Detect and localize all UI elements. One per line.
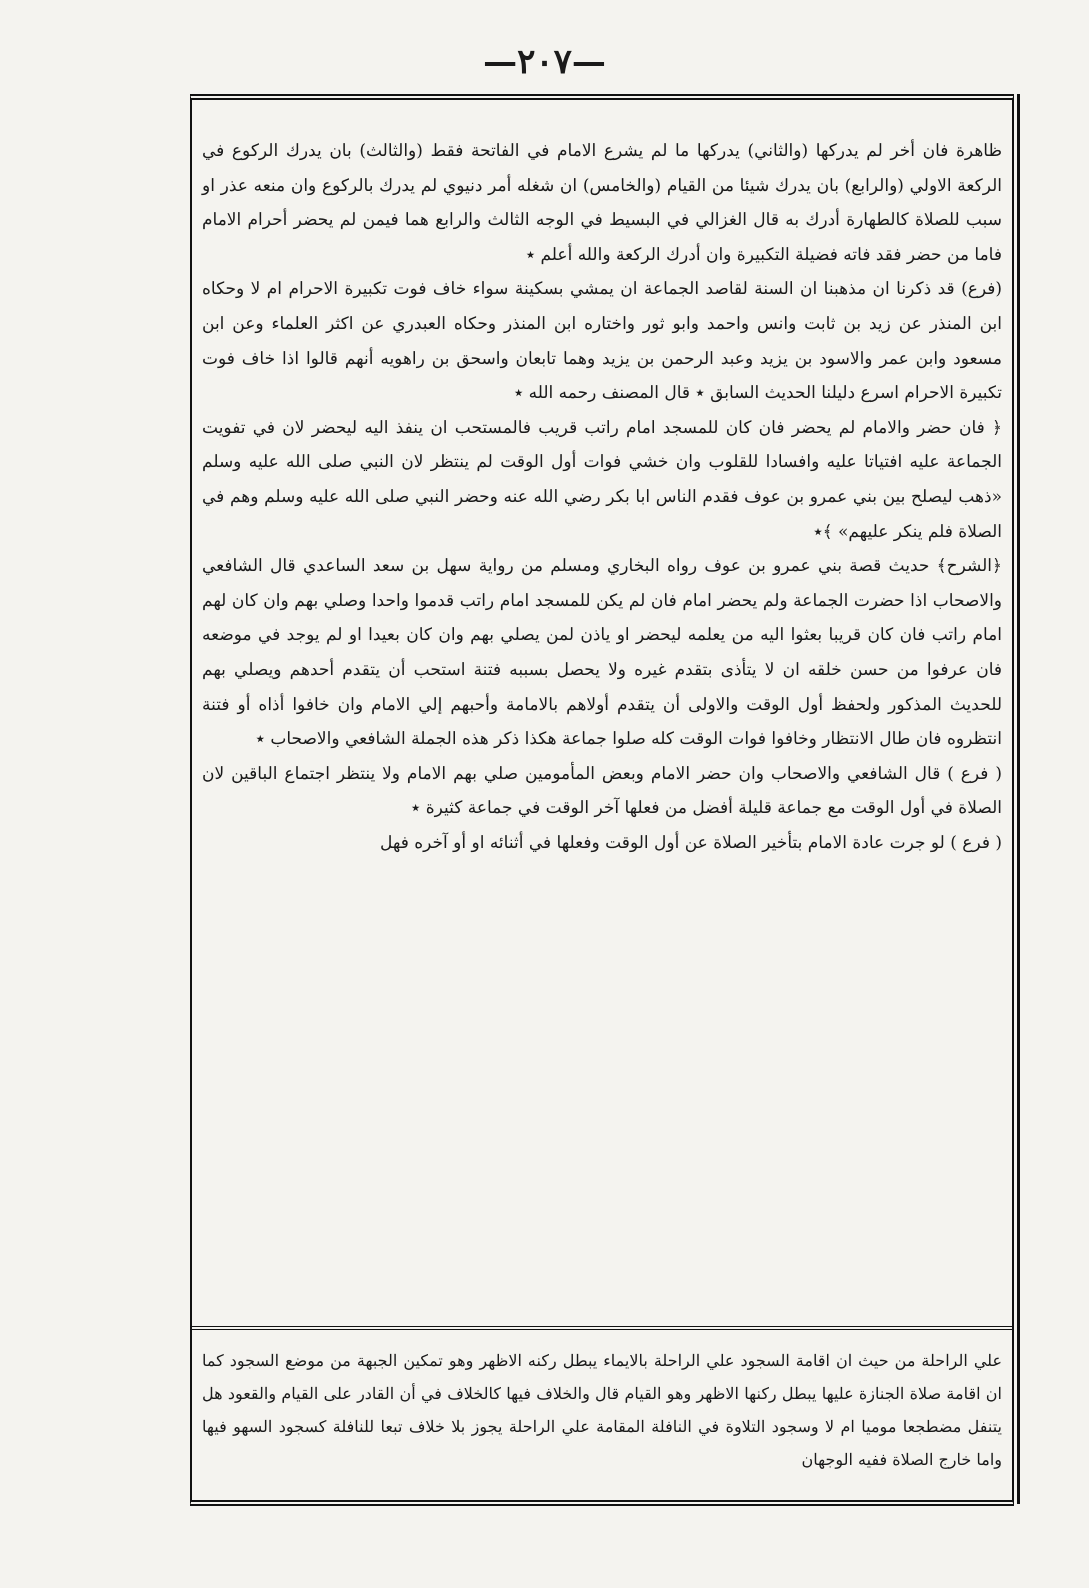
page-number: —٢٠٧— (483, 42, 606, 82)
paragraph: ( فرع ) لو جرت عادة الامام بتأخير الصلاة عن أول الوقت وفعلها في أثنائه او أو آخره فهل (379, 832, 1002, 853)
footnote-paragraph: علي الراحلة من حيث ان اقامة السجود علي الراحلة بالايماء يبطل ركنه الاظهر وهو تمكين الجبهة من موضع السجود كما ان اقامة صلاة الجنازة عليها يبطل ركنها الاظهر وهو القيام قال والخلاف فيها كالخلاف في أن القادر على القيام والقعود هل يتنفل مضطجعا موميا ام لا وسجود التلاوة في النافلة المقامة علي الراحلة يجوز بلا خلاف تبعا للنافلة كسجود السهو فيها واما خارج الصلاة ففيه الوجهان (202, 1351, 1003, 1469)
paragraph: ظاهرة فان أخر لم يدركها (والثاني) يدركها ما لم يشرع الامام في الفاتحة فقط (والثالث) بان يدرك الركوع في الركعة الاولي (والرابع) بان يدرك شيئا من القيام (والخامس) ان شغله أمر دنيوي لم يدرك بالركوع وان منعه عذر او سبب للصلاة كالطهارة أدرك به قال الغزالي في البسيط في الوجه الثالث والرابع هما فيمن لم يحضر أحرام الامام فاما من حضر فقد فاته فضيلة التكبيرة وان أدرك الركعة والله أعلم ٭ (202, 141, 1002, 265)
main-text (202, 134, 1002, 1314)
frame-border-right (1017, 94, 1024, 1504)
paragraph: ( فرع ) قال الشافعي والاصحاب وان حضر الامام وبعض المأمومين صلي بهم الامام ولا ينتظر اجتماع الباقين لان الصلاة في أول الوقت مع جماعة قليلة أفضل من فعلها آخر الوقت في جماعة كثيرة ٭ (202, 763, 1002, 819)
paragraph: ﴿ فان حضر والامام لم يحضر فان كان للمسجد امام راتب قريب فالمستحب ان ينفذ اليه ليحضر لان في تفويت الجماعة عليه افتياتا عليه وافسادا للقلوب وان خشي فوات أول الوقت لم ينتظر لان النبي صلى الله عليه وسلم «ذهب ليصلح بين بني عمرو بن عوف فقدم الناس ابا بكر رضي الله عنه وحضر النبي صلى الله عليه وسلم وهم في الصلاة فلم ينكر عليهم» ﴾٭ (202, 417, 1002, 542)
footnote-text (202, 1344, 1002, 1494)
text-frame (190, 94, 1014, 1506)
paragraph: ﴿الشرح﴾ حديث قصة بني عمرو بن عوف رواه البخاري ومسلم من رواية سهل بن سعد الساعدي قال الشافعي والاصحاب اذا حضرت الجماعة ولم يحضر امام فان لم يكن للمسجد امام راتب قدموا واحدا وصلي بهم وان كان لهم امام راتب فان كان قريبا بعثوا اليه من يعلمه ليحضر او ياذن لمن يصلي بهم وان كان بعيدا او لم يوجد في موضعه فان عرفوا من حسن خلقه ان لا يتأذى بتقدم غيره ولا يحصل بسببه فتنة استحب أن يتقدم أحدهم ويصلي بهم للحديث المذكور ولحفظ أول الوقت والاولى أن يتقدم أولاهم بالامامة وأحبهم إلي الامام وان خافوا أذاه أو فتنة انتظروه فان طال الانتظار وخافوا فوات الوقت كله صلوا جماعة هكذا ذكر هذه الجملة الشافعي والاصحاب ٭ (202, 556, 1002, 750)
footnote-divider (192, 1326, 1012, 1330)
paragraph: (فرع) قد ذكرنا ان مذهبنا ان السنة لقاصد الجماعة ان يمشي بسكينة سواء خاف فوت تكبيرة الاحرام ام لا وحكاه ابن المنذر عن زيد بن ثابت وانس واحمد وابو ثور واختاره ابن المنذر وحكاه العبدري عن اكثر العلماء وعن ابن مسعود وابن عمر والاسود بن يزيد وعبد الرحمن بن يزيد وهما تابعان واسحق بن راهويه أنهم قالوا اذا خاف فوت تكبيرة الاحرام اسرع دليلنا الحديث السابق ٭ قال المصنف رحمه الله ٭ (202, 279, 1002, 404)
